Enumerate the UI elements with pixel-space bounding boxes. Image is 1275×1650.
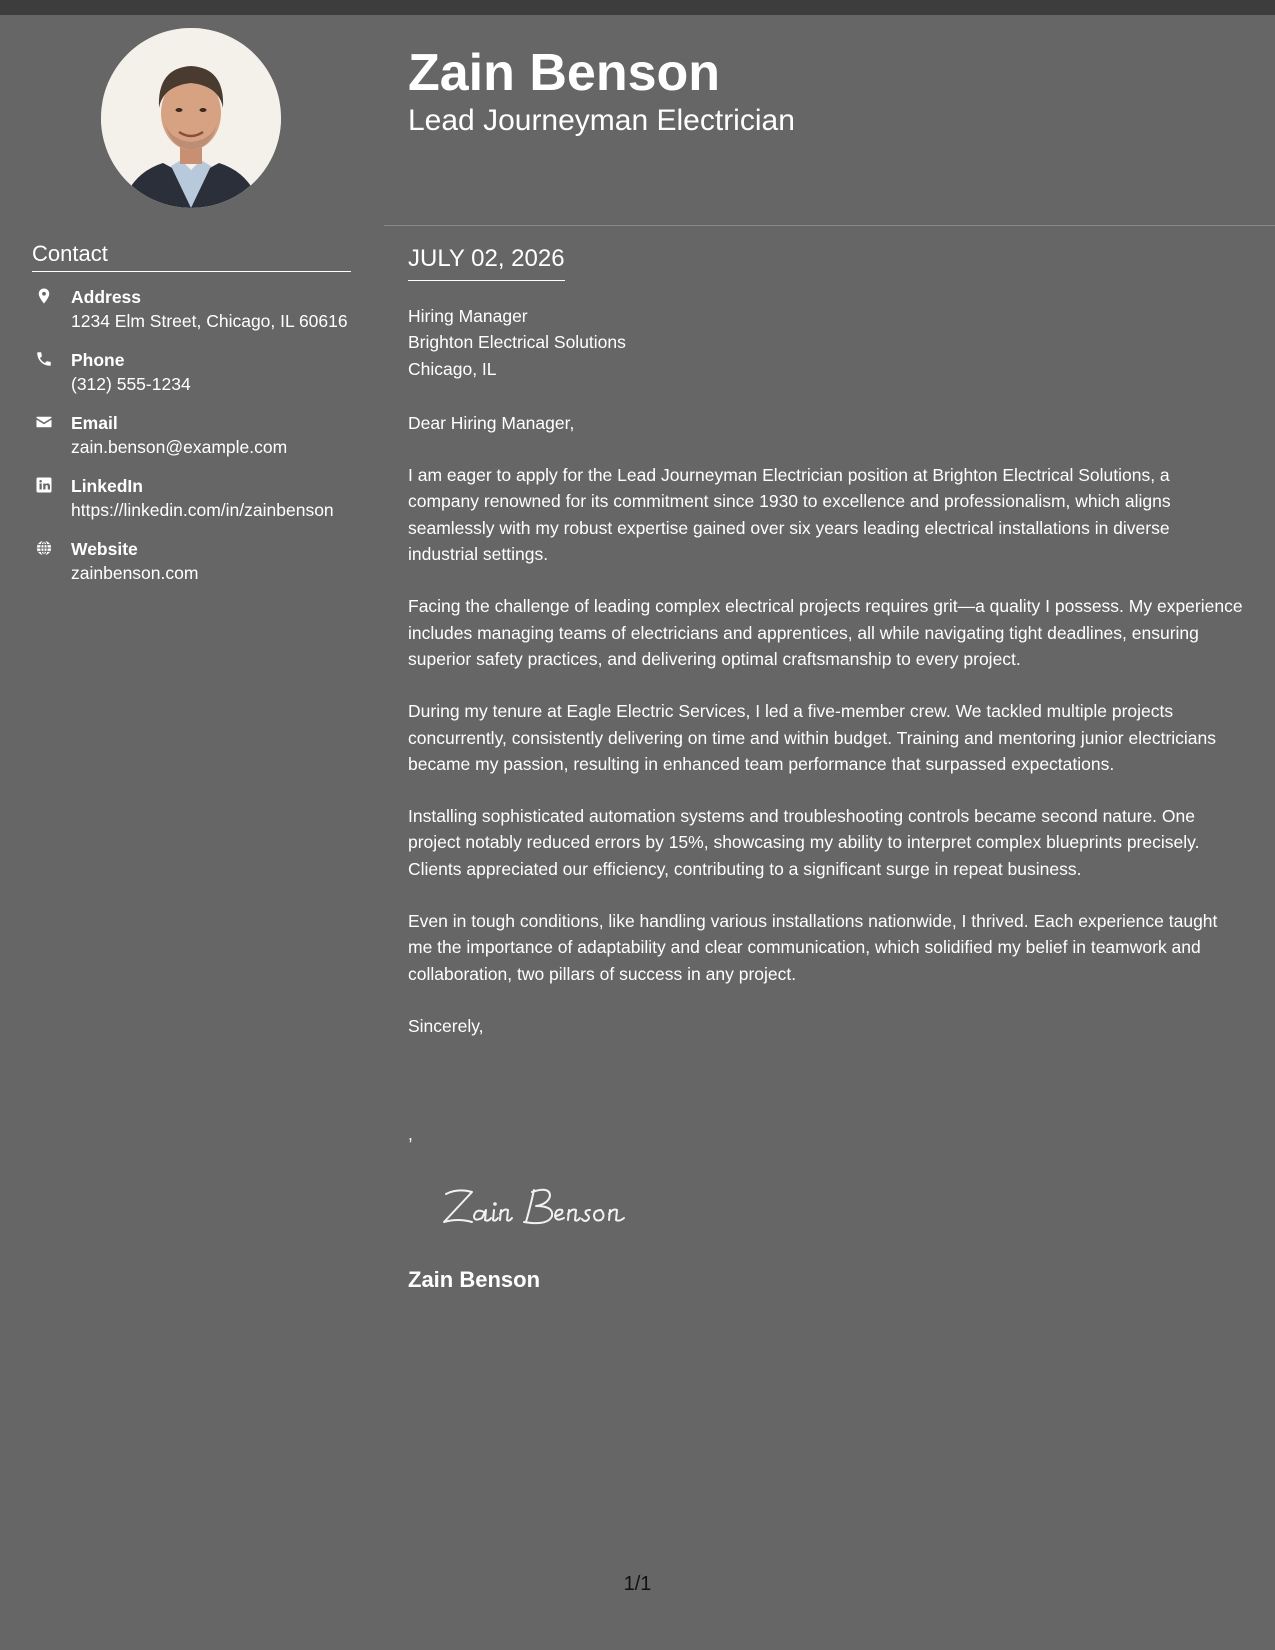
- contact-value: https://linkedin.com/in/zainbenson: [71, 500, 334, 520]
- contact-item-linkedin: [32, 474, 352, 523]
- linkedin-icon: [35, 476, 53, 494]
- letter-paragraph: Installing sophisticated automation systems and troubleshooting controls became second nature. One project notably reduced errors by 15%, showcasing my ability to interpret complex blueprints precisely. Clients appreciated our efficiency, contributing to a significant surge in repeat business.: [408, 806, 1200, 879]
- letter-paragraph: Facing the challenge of leading complex electrical projects requires grit—a quality I possess. My experience includes managing teams of electricians and apprentices, all while navigating tight deadlines, ensuring superior safety practices, and delivering optimal craftsmanship to every project.: [408, 596, 1243, 669]
- contact-item-website: [32, 537, 352, 586]
- letter-date: JULY 02, 2026: [408, 244, 565, 281]
- recipient-line: Chicago, IL: [408, 358, 497, 379]
- contact-heading: Contact: [32, 241, 351, 272]
- contact-value: zain.benson@example.com: [71, 437, 288, 457]
- contact-list: [32, 285, 352, 600]
- contact-item-address: [32, 285, 352, 334]
- contact-value: zainbenson.com: [71, 563, 199, 583]
- applicant-name: Zain Benson: [408, 44, 721, 102]
- letter-paragraph: I am eager to apply for the Lead Journeyman Electrician position at Brighton Electrical Solutions, a company renowned for its commitment since 1930 to excellence and professionalism, which aligns seamlessly with my robust expertise gained over six years leading electrical installations in diverse industrial settings.: [408, 465, 1171, 565]
- contact-value: (312) 555-1234: [71, 374, 191, 394]
- contact-item-phone: [32, 348, 352, 397]
- letter-body: [408, 303, 1243, 1039]
- header-divider: [384, 225, 1275, 226]
- avatar: [101, 28, 281, 208]
- salutation: Dear Hiring Manager,: [408, 412, 575, 433]
- recipient-block: [408, 303, 1243, 382]
- globe-icon: [35, 539, 53, 557]
- contact-label: Email: [71, 413, 118, 433]
- contact-value: 1234 Elm Street, Chicago, IL 60616: [71, 311, 348, 331]
- contact-label: Phone: [71, 350, 125, 370]
- closing: Sincerely,: [408, 1015, 484, 1036]
- contact-label: Website: [71, 539, 138, 559]
- signer-name: Zain Benson: [408, 1267, 541, 1292]
- contact-label: LinkedIn: [71, 476, 143, 496]
- comma-line: ,: [408, 1124, 413, 1144]
- top-bar: [0, 0, 1275, 15]
- page-number: 1/1: [623, 1573, 652, 1595]
- contact-item-email: [32, 411, 352, 460]
- recipient-line: Hiring Manager: [408, 306, 528, 326]
- phone-icon: [35, 350, 53, 368]
- envelope-icon: [35, 413, 53, 431]
- letter-paragraph: Even in tough conditions, like handling various installations nationwide, I thrived. Each experience taught me the importance of adaptability and clear communication, which solidified my belief in teamwork and collaboration, two pillars of success in any project.: [408, 911, 1218, 984]
- job-title: Lead Journeyman Electrician: [408, 104, 795, 137]
- recipient-line: Brighton Electrical Solutions: [408, 332, 626, 353]
- sidebar: [0, 15, 384, 1650]
- map-pin-icon: [35, 287, 53, 305]
- letter-paragraph: During my tenure at Eagle Electric Services, I led a five-member crew. We tackled multiple projects concurrently, consistently delivering on time and within budget. Training and mentoring junior electricians became my passion, resulting in enhanced team performance that surpassed expectations.: [408, 701, 1217, 774]
- profile-photo: [101, 28, 281, 208]
- contact-label: Address: [71, 287, 142, 307]
- signature-image: [438, 1178, 648, 1234]
